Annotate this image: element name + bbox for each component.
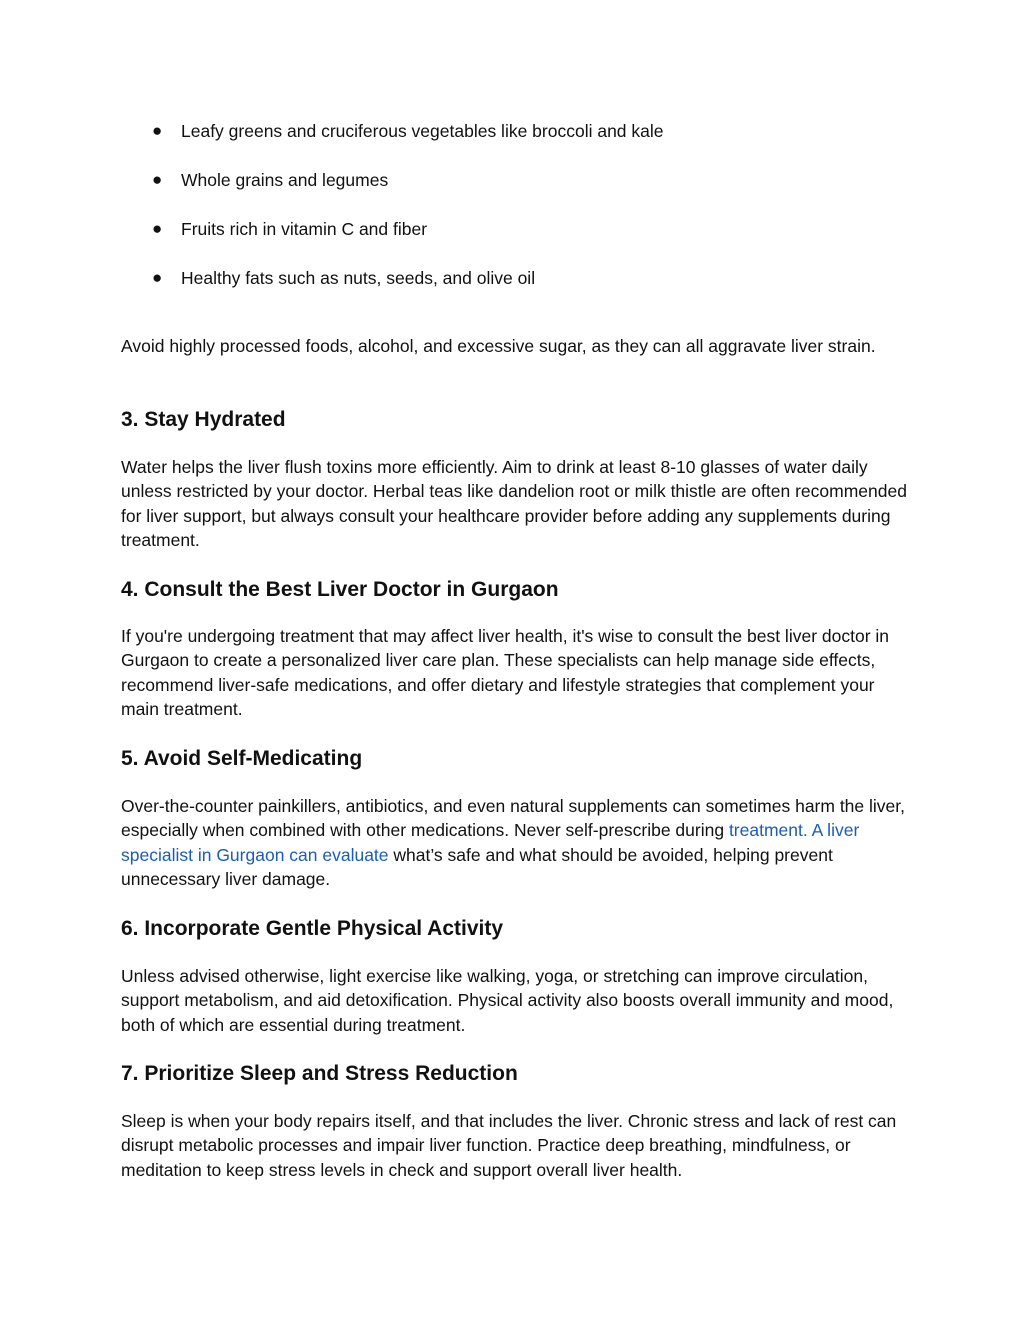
body-text-before-link: Over-the-counter painkillers, antibiotics, and even natural supplements can sometimes harm the liver, especially when combined with other medications. Never self-prescribe during (121, 796, 905, 841)
bullet-icon: ● (152, 219, 163, 238)
section-heading-physical-activity: 6. Incorporate Gentle Physical Activity (121, 917, 504, 940)
section-heading-stay-hydrated: 3. Stay Hydrated (121, 408, 286, 431)
section-body-sleep-stress: Sleep is when your body repairs itself, and that includes the liver. Chronic stress and lack of rest can disrupt metabolic processes and impair liver function. Practice deep breathing, mindfulness, or meditation to keep stress levels in check and support overall liver health. (121, 1111, 897, 1180)
section-heading-sleep-stress: 7. Prioritize Sleep and Stress Reduction (121, 1062, 518, 1085)
list-item-text: Healthy fats such as nuts, seeds, and olive oil (181, 268, 536, 288)
bullet-icon: ● (152, 268, 163, 287)
bullet-icon: ● (152, 170, 163, 189)
list-item-text: Whole grains and legumes (181, 170, 389, 190)
section-body-physical-activity: Unless advised otherwise, light exercise like walking, yoga, or stretching can improve circulation, support metabolism, and aid detoxification. Physical activity also boosts overall immunity and mood, both of which are essential during treatment. (121, 966, 894, 1035)
section-body-consult-doctor: If you're undergoing treatment that may affect liver health, it's wise to consult the best liver doctor in Gurgaon to create a personalized liver care plan. These specialists can help manage side effects, recommend liver-safe medications, and offer dietary and lifestyle strategies that complement your main treatment. (121, 626, 890, 719)
bullet-icon: ● (152, 121, 163, 140)
section-heading-avoid-self-medicating: 5. Avoid Self-Medicating (121, 747, 363, 770)
liver-specialist-link[interactable]: treatment. A liver specialist in Gurgaon can evaluate (121, 820, 860, 865)
diet-note-paragraph: Avoid highly processed foods, alcohol, and excessive sugar, as they can all aggravate liver strain. (121, 336, 876, 356)
body-text-after-link: what’s safe and what should be avoided, helping prevent unnecessary liver damage. (121, 844, 833, 889)
section-body-avoid-self-medicating (121, 794, 911, 891)
list-item-text: Fruits rich in vitamin C and fiber (181, 219, 428, 239)
list-item-text: Leafy greens and cruciferous vegetables like broccoli and kale (181, 121, 664, 141)
section-body-stay-hydrated: Water helps the liver flush toxins more efficiently. Aim to drink at least 8-10 glasses of water daily unless restricted by your doctor. Herbal teas like dandelion root or milk thistle are often recommended for liver support, but always consult your healthcare provider before adding any supplements during treatment. (121, 457, 907, 550)
section-heading-consult-doctor: 4. Consult the Best Liver Doctor in Gurgaon (121, 578, 559, 601)
